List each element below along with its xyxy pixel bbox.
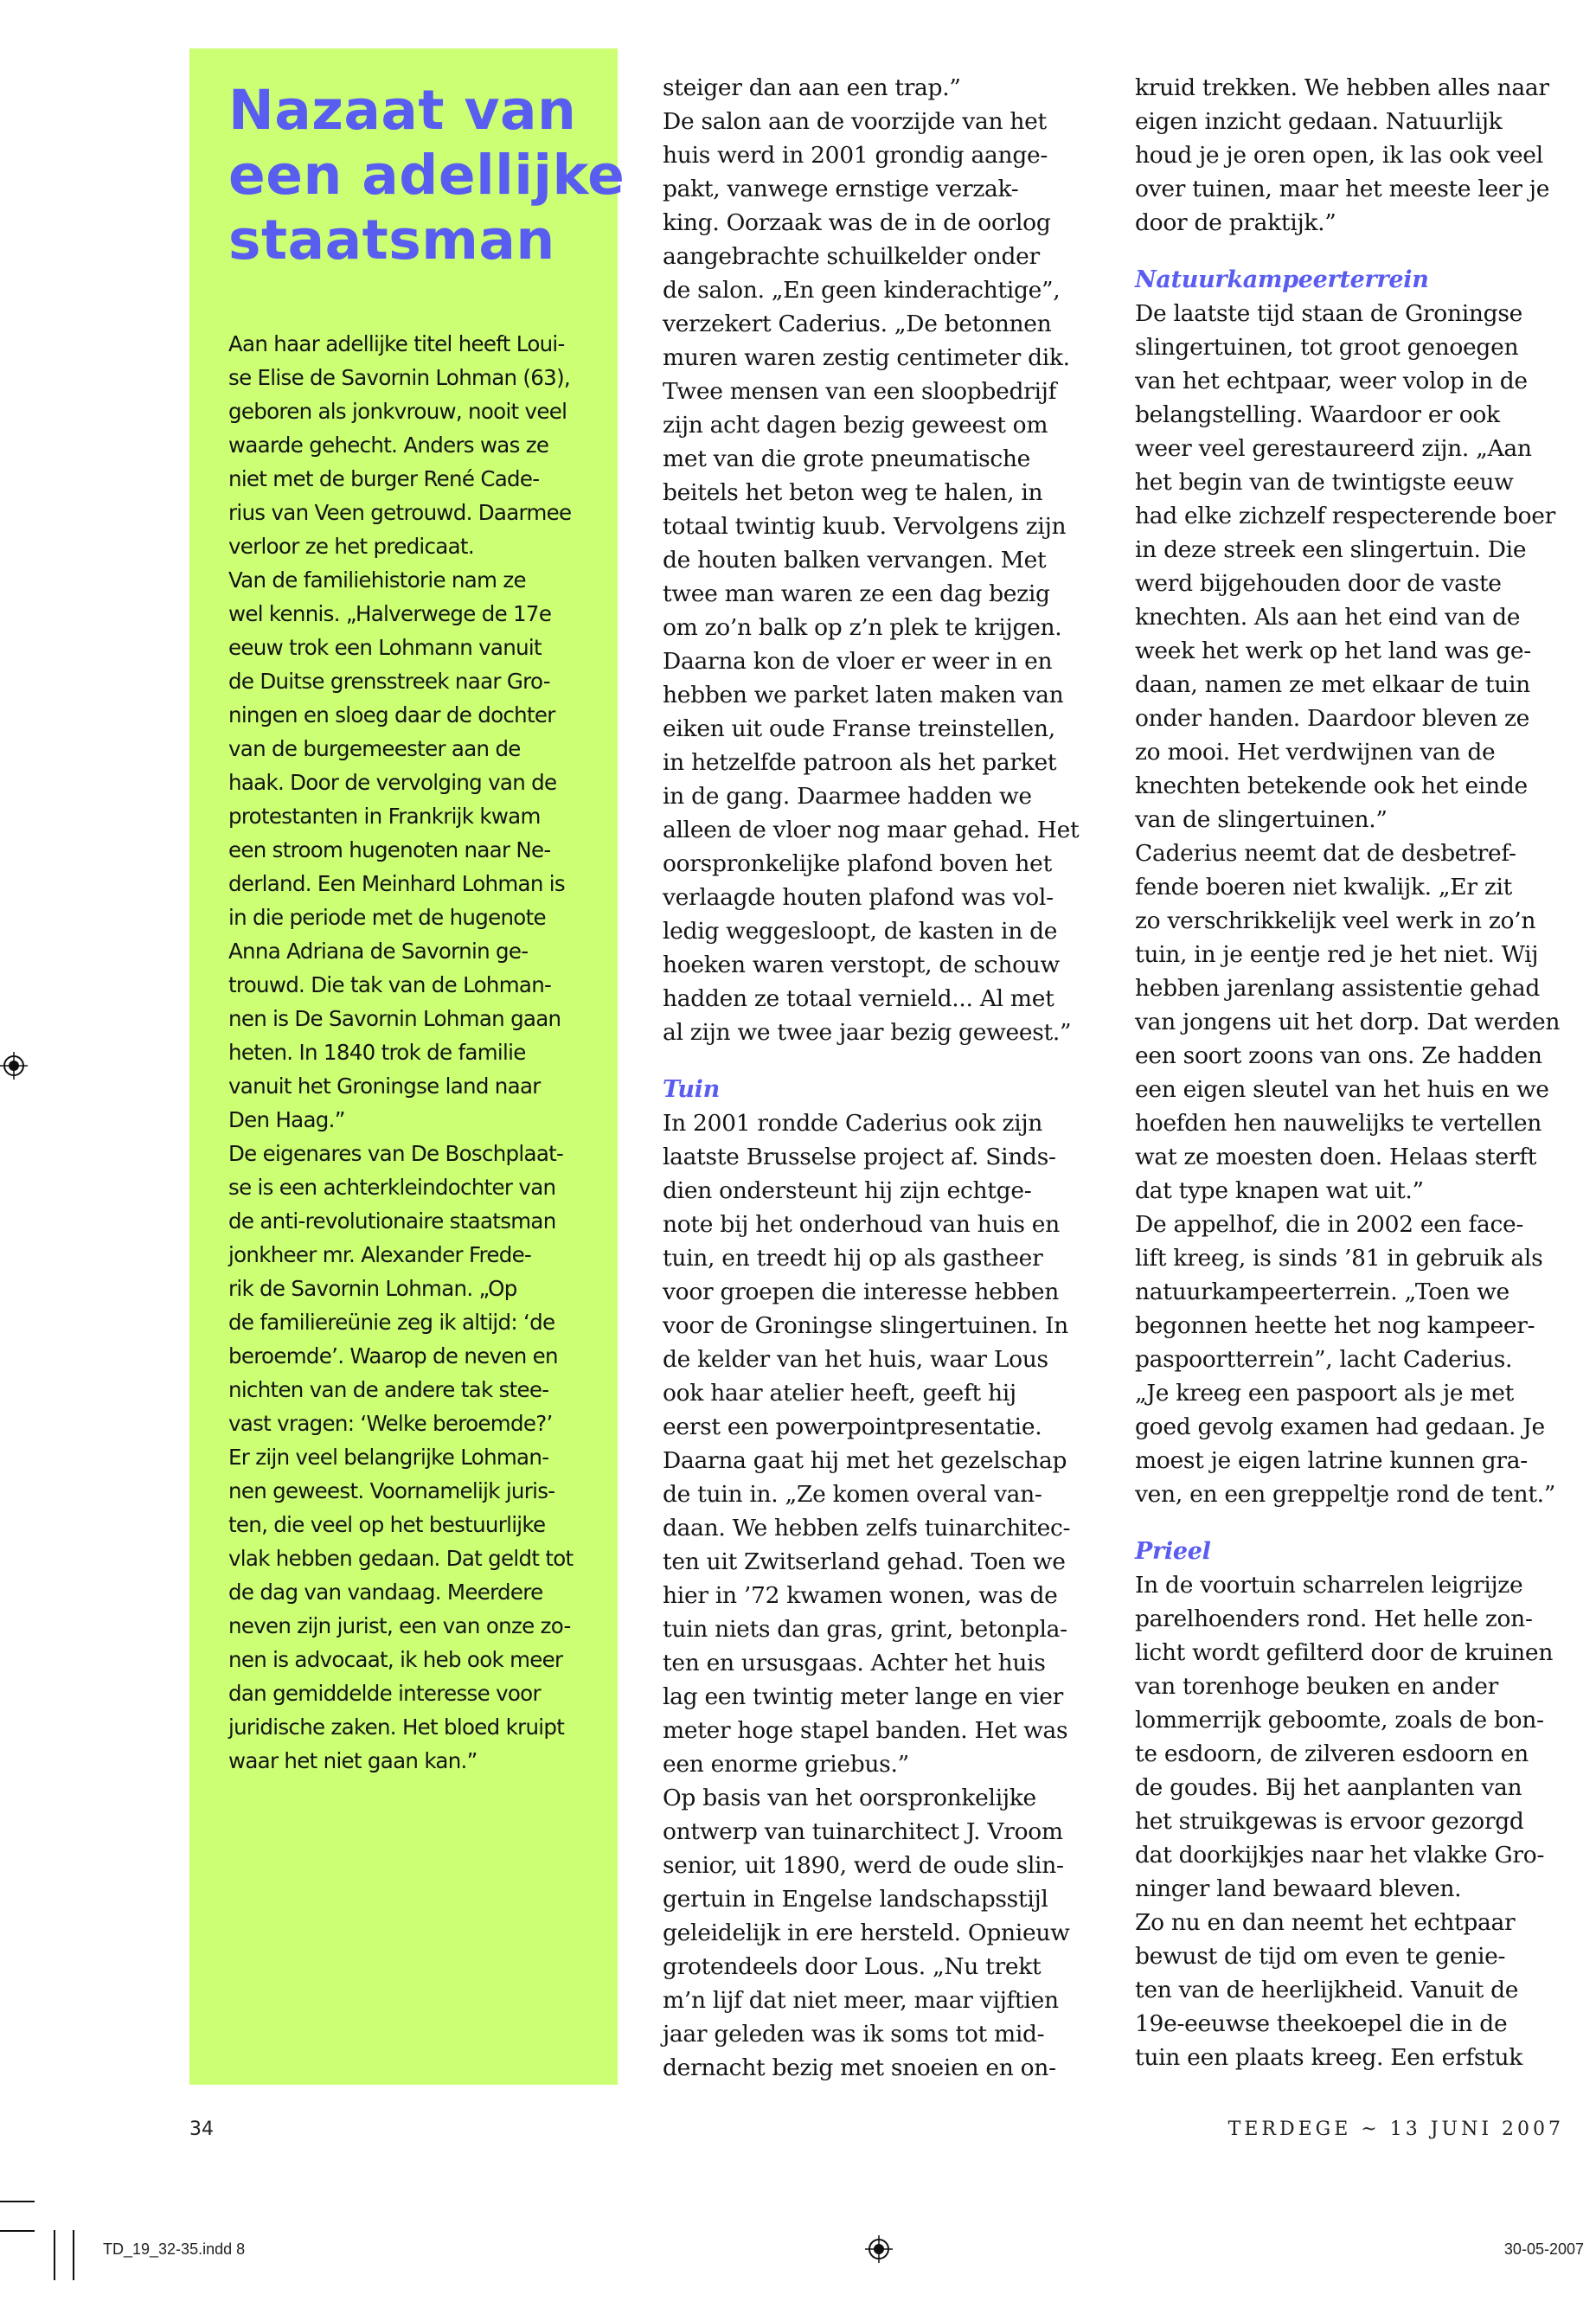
paragraph-gap (663, 1049, 1112, 1073)
text-line: weer veel gerestaureerd zijn. „Aan (1135, 435, 1532, 462)
text-line: in hetzelfde patroon als het parket (663, 749, 1057, 776)
text-line: lag een twintig meter lange en vier (663, 1683, 1064, 1710)
print-slug-file: TD_19_32-35.indd 8 (103, 2240, 246, 2258)
article-column-2 (1135, 71, 1585, 2074)
text-line: rius van Veen getrouwd. Daarmee (228, 500, 572, 525)
text-line: De appelhof, die in 2002 een face- (1135, 1211, 1524, 1238)
text-line: Caderius neemt dat de desbetref- (1135, 840, 1516, 867)
text-line: tuin, in je eentje red je het niet. Wij (1135, 941, 1539, 968)
text-line: ledig weggesloopt, de kasten in de (663, 918, 1058, 945)
text-line: met van die grote pneumatische (663, 445, 1031, 472)
text-line: dan gemiddelde interesse voor (228, 1681, 541, 1706)
text-line: De eigenares van De Boschplaat- (228, 1141, 564, 1166)
text-line: hadden ze totaal vernield... Al met (663, 985, 1054, 1012)
text-line: note bij het onderhoud van huis en (663, 1211, 1060, 1238)
text-line: ningen en sloeg daar de dochter (228, 702, 555, 727)
print-slug-date: 30-05-2007 (1503, 2240, 1584, 2258)
text-line: houd je je oren open, ik las ook veel (1135, 142, 1543, 169)
text-line: dernacht bezig met snoeien en on- (663, 2054, 1056, 2081)
text-line: Zo nu en dan neemt het echtpaar (1135, 1909, 1516, 1936)
text-line: beroemde’. Waarop de neven en (228, 1343, 558, 1368)
text-line: Twee mensen van een sloopbedrijf (663, 378, 1057, 405)
text-line: beitels het beton weg te halen, in (663, 479, 1043, 506)
text-line: het struikgewas is ervoor gezorgd (1135, 1808, 1524, 1835)
text-line: Van de familiehistorie nam ze (228, 567, 526, 593)
text-line: pakt, vanwege ernstige verzak- (663, 176, 1019, 202)
text-line: van torenhoge beuken en ander (1135, 1673, 1498, 1700)
text-line: in deze streek een slingertuin. Die (1135, 536, 1527, 563)
text-line: derland. Een Meinhard Lohman is (228, 871, 565, 896)
text-line: tuin, en treedt hij op als gastheer (663, 1245, 1043, 1272)
text-line: ten uit Zwitserland gehad. Toen we (663, 1548, 1066, 1575)
text-line: voor de Groningse slingertuinen. In (663, 1312, 1068, 1339)
text-line: oorspronkelijke plafond boven het (663, 850, 1052, 877)
text-line: jonkheer mr. Alexander Frede- (228, 1242, 532, 1267)
crop-mark (0, 2201, 35, 2202)
text-line: haak. Door de vervolging van de (228, 770, 557, 795)
text-line: hier in ’72 kwamen wonen, was de (663, 1582, 1058, 1609)
text-line: parelhoenders rond. Het helle zon- (1135, 1606, 1533, 1632)
text-line: ten, die veel op het bestuurlijke (228, 1512, 546, 1537)
text-line: muren waren zestig centimeter dik. (663, 344, 1070, 371)
text-line: meter hoge stapel banden. Het was (663, 1717, 1068, 1744)
text-line: rik de Savornin Lohman. „Op (228, 1276, 517, 1301)
text-line: een soort zoons van ons. Ze hadden (1135, 1042, 1542, 1069)
text-line: paspoortterrein”, lacht Caderius. (1135, 1346, 1513, 1373)
text-line: eiken uit oude Franse treinstellen, (663, 715, 1055, 742)
text-line: moest je eigen latrine kunnen gra- (1135, 1447, 1528, 1474)
text-line: een enorme griebus.” (663, 1751, 909, 1778)
text-line: al zijn we twee jaar bezig geweest.” (663, 1019, 1072, 1046)
text-line: knechten betekende ook het einde (1135, 772, 1528, 799)
text-line: Daarna kon de vloer er weer in en (663, 648, 1053, 675)
text-line: ook haar atelier heeft, geeft hij (663, 1380, 1016, 1407)
text-line: wel kennis. „Halverwege de 17e (228, 601, 552, 626)
text-line: eerst een powerpointpresentatie. (663, 1413, 1042, 1440)
article-column-1 (663, 71, 1112, 2085)
text-line: Daarna gaat hij met het gezelschap (663, 1447, 1067, 1474)
registration-mark-icon (0, 1052, 28, 1080)
text-line: slingertuinen, tot groot genoegen (1135, 334, 1519, 361)
text-line: hebben jarenlang assistentie gehad (1135, 975, 1540, 1002)
text-line: in de gang. Daarmee hadden we (663, 783, 1032, 810)
text-line: geleidelijk in ere hersteld. Opnieuw (663, 1920, 1070, 1946)
text-line: jaar geleden was ik soms tot mid- (663, 2021, 1045, 2048)
text-line: onder handen. Daardoor bleven ze (1135, 705, 1530, 732)
text-line: m’n lijf dat niet meer, maar vijftien (663, 1987, 1059, 2014)
text-line: se Elise de Savornin Lohman (63), (228, 365, 571, 390)
text-line: heten. In 1840 trok de familie (228, 1040, 526, 1065)
text-line: king. Oorzaak was de in de oorlog (663, 209, 1051, 236)
text-line: neven zijn jurist, een van onze zo- (228, 1613, 571, 1638)
text-line: waarde gehecht. Anders was ze (228, 433, 549, 458)
text-line: daan. We hebben zelfs tuinarchitec- (663, 1515, 1071, 1541)
text-line: de anti-revolutionaire staatsman (228, 1208, 556, 1234)
crop-mark (0, 2230, 35, 2232)
text-line: daan, namen ze met elkaar de tuin (1135, 671, 1530, 698)
text-line: ontwerp van tuinarchitect J. Vroom (663, 1818, 1063, 1845)
sidebar-body (228, 327, 586, 1778)
text-line: laatste Brusselse project af. Sinds- (663, 1144, 1056, 1170)
text-line: voor groepen die interesse hebben (663, 1279, 1059, 1305)
text-line: protestanten in Frankrijk kwam (228, 804, 541, 829)
sidebar-title-line: staatsman (228, 208, 555, 272)
text-line: hoefden hen nauwelijks te vertellen (1135, 1110, 1542, 1137)
text-line: De laatste tijd staan de Groningse (1135, 300, 1523, 327)
text-line: nen geweest. Voornamelijk juris- (228, 1478, 555, 1503)
text-line: 19e-eeuwse theekoepel die in de (1135, 2010, 1508, 2037)
text-line: grotendeels door Lous. „Nu trekt (663, 1953, 1042, 1980)
text-line: wat ze moesten doen. Helaas sterft (1135, 1144, 1537, 1170)
text-line: de Duitse grensstreek naar Gro- (228, 669, 550, 694)
text-line: waar het niet gaan kan.” (228, 1748, 478, 1773)
text-line: verzekert Caderius. „De betonnen (663, 311, 1052, 337)
text-line: in die periode met de hugenote (228, 905, 546, 930)
text-line: In de voortuin scharrelen leigrijze (1135, 1572, 1523, 1599)
text-line: senior, uit 1890, werd de oude slin- (663, 1852, 1064, 1879)
text-line: de tuin in. „Ze komen overal van- (663, 1481, 1042, 1508)
text-line: begonnen heette het nog kampeer- (1135, 1312, 1535, 1339)
text-line: de familiereünie zeg ik altijd: ‘de (228, 1310, 555, 1335)
text-line: vast vragen: ‘Welke beroemde?’ (228, 1411, 553, 1436)
text-line: zijn acht dagen bezig geweest om (663, 412, 1048, 439)
text-line: ten van de heerlijkheid. Vanuit de (1135, 1977, 1519, 2003)
text-line: nichten van de andere tak stee- (228, 1377, 549, 1402)
text-line: In 2001 rondde Caderius ook zijn (663, 1110, 1043, 1137)
text-line: natuurkampeerterrein. „Toen we (1135, 1279, 1509, 1305)
text-line: ninger land bewaard bleven. (1135, 1875, 1462, 1902)
text-line: kruid trekken. We hebben alles naar (1135, 74, 1549, 101)
text-line: ten en ursusgaas. Achter het huis (663, 1650, 1046, 1676)
text-line: de salon. „En geen kinderachtige”, (663, 277, 1061, 304)
text-line: hebben we parket laten maken van (663, 682, 1064, 708)
text-line: verlaagde houten plafond was vol- (663, 884, 1054, 911)
column-2-text-a (1135, 71, 1585, 240)
crop-mark (73, 2230, 74, 2280)
text-line: over tuinen, maar het meeste leer je (1135, 176, 1550, 202)
text-line: alleen de vloer nog maar gehad. Het (663, 817, 1080, 843)
text-line: eeuw trok een Lohmann vanuit (228, 635, 542, 660)
magazine-footer: TERDEGE ~ 13 JUNI 2007 (1227, 2118, 1564, 2140)
text-line: goed gevolg examen had gedaan. Je (1135, 1413, 1545, 1440)
sidebar-title (228, 78, 625, 272)
text-line: een eigen sleutel van het huis en we (1135, 1076, 1549, 1103)
text-line: „Je kreeg een paspoort als je met (1135, 1380, 1514, 1407)
crop-mark (54, 2230, 55, 2280)
text-line: trouwd. Die tak van de Lohman- (228, 972, 552, 997)
text-line: dat type knapen wat uit.” (1135, 1177, 1424, 1204)
text-line: van het echtpaar, weer volop in de (1135, 368, 1528, 394)
text-line: te esdoorn, de zilveren esdoorn en (1135, 1740, 1529, 1767)
text-line: vlak hebben gedaan. Dat geldt tot (228, 1546, 574, 1571)
sidebar-box (189, 48, 625, 2085)
text-line: werd bijgehouden door de vaste (1135, 570, 1502, 597)
page-number: 34 (189, 2118, 214, 2140)
text-line: bewust de tijd om even te genie- (1135, 1943, 1506, 1970)
text-line: dien ondersteunt hij zijn echtge- (663, 1177, 1032, 1204)
text-line: de goudes. Bij het aanplanten van (1135, 1774, 1522, 1801)
column-1-text-a (663, 71, 1112, 1049)
text-line: Er zijn veel belangrijke Lohman- (228, 1445, 549, 1470)
text-line: lift kreeg, is sinds ’81 in gebruik als (1135, 1245, 1543, 1272)
text-line: tuin niets dan gras, grint, betonpla- (663, 1616, 1067, 1643)
text-line: van de slingertuinen.” (1135, 806, 1388, 833)
text-line: ven, en een greppeltje rond de tent.” (1135, 1481, 1556, 1508)
text-line: totaal twintig kuub. Vervolgens zijn (663, 513, 1067, 540)
text-line: hoeken waren verstopt, de schouw (663, 952, 1060, 978)
text-line: De salon aan de voorzijde van het (663, 108, 1047, 135)
registration-mark-icon (865, 2235, 893, 2263)
text-line: de dag van vandaag. Meerdere (228, 1580, 543, 1605)
text-line: een stroom hugenoten naar Ne- (228, 837, 551, 862)
text-line: juridische zaken. Het bloed kruipt (228, 1715, 565, 1740)
subhead-natuurkampeerterrein: Natuurkampeerterrein (1135, 266, 1429, 293)
text-line: zo mooi. Het verdwijnen van de (1135, 739, 1496, 766)
text-line: se is een achterkleindochter van (228, 1175, 556, 1200)
text-line: nen is De Savornin Lohman gaan (228, 1006, 561, 1031)
column-2-text-c (1135, 1568, 1585, 2074)
text-line: eigen inzicht gedaan. Natuurlijk (1135, 108, 1503, 135)
text-line: twee man waren ze een dag bezig (663, 580, 1050, 607)
text-line: tuin een plaats kreeg. Een erfstuk (1135, 2044, 1522, 2071)
subhead-prieel: Prieel (1135, 1538, 1211, 1565)
text-line: huis werd in 2001 grondig aange- (663, 142, 1048, 169)
text-line: door de praktijk.” (1135, 209, 1336, 236)
text-line: gertuin in Engelse landschapsstijl (663, 1886, 1048, 1913)
text-line: het begin van de twintigste eeuw (1135, 469, 1514, 496)
text-line: knechten. Als aan het eind van de (1135, 604, 1521, 631)
text-line: Aan haar adellijke titel heeft Loui- (228, 331, 565, 356)
sidebar-title-line: Nazaat van (228, 79, 577, 142)
text-line: de houten balken vervangen. Met (663, 547, 1047, 574)
subhead-tuin: Tuin (663, 1076, 720, 1103)
text-line: nen is advocaat, ik heb ook meer (228, 1647, 563, 1672)
sidebar-title-line: een adellijke (228, 144, 625, 207)
text-line: Den Haag.” (228, 1107, 345, 1132)
text-line: van de burgemeester aan de (228, 736, 521, 761)
text-line: niet met de burger René Cade- (228, 466, 540, 491)
text-line: zo verschrikkelijk veel werk in zo’n (1135, 907, 1536, 934)
text-line: geboren als jonkvrouw, nooit veel (228, 399, 567, 424)
text-line: Anna Adriana de Savornin ge- (228, 939, 529, 964)
text-line: verloor ze het predicaat. (228, 534, 474, 559)
text-line: lommerrijk geboomte, zoals de bon- (1135, 1707, 1544, 1734)
text-line: licht wordt gefilterd door de kruinen (1135, 1639, 1554, 1666)
text-line: belangstelling. Waardoor er ook (1135, 401, 1500, 428)
column-1-text-b (663, 1106, 1112, 2085)
column-2-text-b (1135, 297, 1585, 1511)
text-line: dat doorkijkjes naar het vlakke Gro- (1135, 1842, 1545, 1868)
text-line: de kelder van het huis, waar Lous (663, 1346, 1048, 1373)
text-line: aangebrachte schuilkelder onder (663, 243, 1040, 270)
text-line: week het werk op het land was ge- (1135, 638, 1531, 664)
text-line: steiger dan aan een trap.” (663, 74, 961, 101)
text-line: vanuit het Groningse land naar (228, 1074, 541, 1099)
text-line: fende boeren niet kwalijk. „Er zit (1135, 874, 1513, 901)
text-line: had elke zichzelf respecterende boer (1135, 503, 1555, 529)
paragraph-gap (1135, 1511, 1585, 1535)
paragraph-gap (1135, 240, 1585, 263)
text-line: van jongens uit het dorp. Dat werden (1135, 1009, 1561, 1035)
text-line: om zo’n balk op z’n plek te krijgen. (663, 614, 1062, 641)
text-line: Op basis van het oorspronkelijke (663, 1785, 1036, 1811)
